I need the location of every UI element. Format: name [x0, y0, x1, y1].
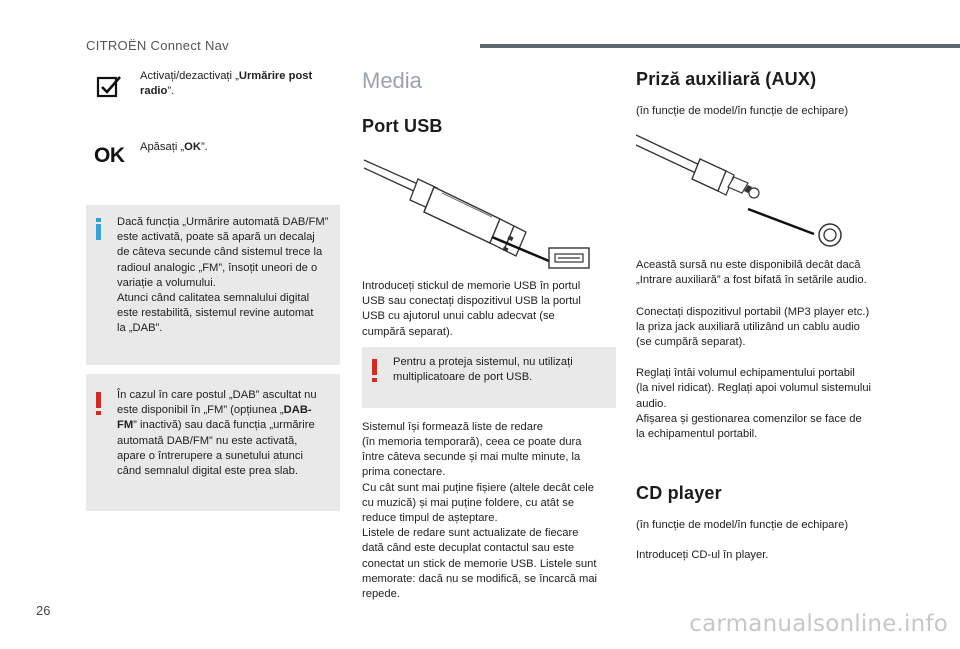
step-text-prefix: Activați/dezactivați „	[140, 70, 239, 82]
playlist-line: prima conectare.	[362, 466, 446, 479]
warning-icon	[372, 359, 377, 375]
warning-note-line: multiplicatoare de port USB.	[393, 371, 533, 384]
aux-text-line: (la nivel ridicat). Reglați apoi volumul sistemului	[636, 382, 872, 395]
step-text	[140, 132, 341, 155]
section-title-media: Media	[362, 68, 422, 93]
warning-note-line: apare o întrerupere a sunetului atunci	[117, 449, 303, 462]
step-text-bold: Urmărire post radio	[140, 70, 313, 98]
aux-paragraph-1	[636, 258, 894, 288]
warning-note-line: automată DAB/FM” nu este activată,	[117, 434, 298, 447]
usb-instructions	[362, 279, 616, 340]
usb-port-icon	[549, 248, 589, 268]
aux-subtitle: (în funcție de model/în funcție de echipare)	[636, 105, 849, 117]
playlist-line: repede.	[362, 588, 400, 601]
watermark: carmanualsonline.info	[689, 611, 948, 637]
warning-text: ” inactivă) sau dacă funcția „urmărire	[133, 419, 315, 432]
aux-paragraph-3	[636, 366, 894, 442]
warning-bold: DAB-	[283, 404, 312, 417]
middle-column	[362, 58, 616, 602]
info-note-line: la „DAB”.	[117, 322, 163, 335]
warning-icon	[96, 392, 101, 408]
warning-bold: FM	[117, 419, 134, 432]
playlist-line: între câteva secunde și mai multe minute, la	[362, 451, 581, 464]
playlist-line: conectat un stick de memorie USB. Listele sunt	[362, 557, 597, 570]
usb-illustration	[362, 157, 616, 269]
playlist-line: Sistemul își formează liste de redare	[362, 420, 543, 433]
playlist-line: Listele de redare sunt actualizate de fiecare	[362, 527, 579, 540]
playlist-line: (în memoria temporară), ceea ce poate dura	[362, 436, 582, 449]
aux-text-line: Afișarea și gestionarea comenzilor se face de	[636, 412, 862, 425]
aux-text-line: la priza jack auxiliară utilizând un cablu audio	[636, 320, 860, 333]
aux-text-line: la echipamentul portabil.	[636, 428, 758, 441]
aux-text-line: audio.	[636, 397, 667, 410]
info-note-line: Atunci când calitatea semnalului digital	[117, 292, 310, 305]
usb-text-line: cumpără separat).	[362, 325, 453, 338]
playlist-line: cu muzică) și mai puține foldere, cu atât se	[362, 496, 575, 509]
playlist-text	[362, 420, 616, 602]
info-note-line: Dacă funcția „Urmărire automată DAB/FM”	[117, 216, 329, 228]
jack-socket-icon	[819, 224, 841, 246]
usb-text-line: Introduceți stickul de memorie USB în portul	[362, 280, 581, 292]
aux-paragraph-2	[636, 305, 894, 351]
usb-warning-note	[362, 347, 616, 408]
playlist-line: memorate: dacă nu se modifică, se încarcă mai	[362, 572, 598, 585]
playlist-line: dată când este decuplat contactul sau este	[362, 542, 575, 555]
cd-text: Introduceți CD-ul în player.	[636, 549, 769, 562]
step-press-ok	[86, 132, 341, 194]
step-toggle-follow-radio	[86, 64, 341, 120]
step-text	[140, 64, 341, 99]
cd-subtitle: (în funcție de model/în funcție de echipare)	[636, 519, 849, 532]
warning-note-line: În cazul în care postul „DAB” ascultat nu	[117, 389, 317, 401]
info-note-line: radioul analogic „FM”, însoțit uneori de o	[117, 261, 318, 274]
page-number: 26	[36, 603, 51, 618]
info-icon	[96, 224, 101, 240]
warning-note-line: când semnalul digital este prea slab.	[117, 465, 298, 478]
step-text-prefix: Apăsați „	[140, 141, 185, 153]
checkbox-icon	[96, 74, 122, 105]
warning-note	[86, 374, 340, 511]
step-text-bold: OK	[184, 141, 201, 153]
aux-text-line: Conectați dispozitivul portabil (MP3 player etc.)	[636, 305, 870, 318]
usb-text-line: USB cu ajutorul unui cablu adecvat (se	[362, 310, 555, 323]
jack-plug-icon	[636, 135, 759, 198]
info-note-line: este activată, poate să apară un decalaj	[117, 231, 315, 244]
info-note-line: este restabilită, sistemul revine automat	[117, 307, 314, 320]
info-note	[86, 205, 340, 365]
heading-aux: Priză auxiliară (AUX)	[636, 69, 817, 89]
header-bar	[480, 44, 960, 48]
playlist-line: reduce timpul de așteptare.	[362, 512, 498, 525]
heading-usb-port: Port USB	[362, 116, 443, 136]
ok-icon: OK	[94, 144, 125, 167]
jack-illustration	[636, 133, 894, 249]
aux-text-line: „Intrare auxiliară” a fost bifată în setările audio.	[636, 274, 867, 287]
heading-cd-player: CD player	[636, 483, 722, 504]
warning-note-line	[117, 403, 332, 418]
warning-note-line: Pentru a proteja sistemul, nu utilizați	[393, 355, 573, 368]
aux-text-line: (se cumpără separat).	[636, 336, 746, 349]
right-column	[636, 58, 894, 564]
aux-text-line: Această sursă nu este disponibilă decât dacă	[636, 259, 861, 272]
info-note-line: de câteva secunde când sistemul trece la	[117, 246, 323, 259]
playlist-line: Cu cât sunt mai puține fișiere (altele decât cele	[362, 481, 594, 494]
left-column	[86, 58, 341, 511]
aux-text-line: Reglați întâi volumul echipamentului portabil	[636, 367, 855, 380]
warning-text: este disponibil în „FM” (opțiunea „	[117, 404, 284, 417]
header-title: CITROËN Connect Nav	[86, 38, 229, 53]
info-note-line: variație a volumului.	[117, 276, 216, 289]
usb-text-line: USB sau conectați dispozitivul USB la portul	[362, 295, 581, 308]
step-text-suffix: ”.	[167, 85, 175, 98]
warning-note-line	[117, 418, 332, 433]
step-text-suffix: ”.	[200, 141, 208, 153]
